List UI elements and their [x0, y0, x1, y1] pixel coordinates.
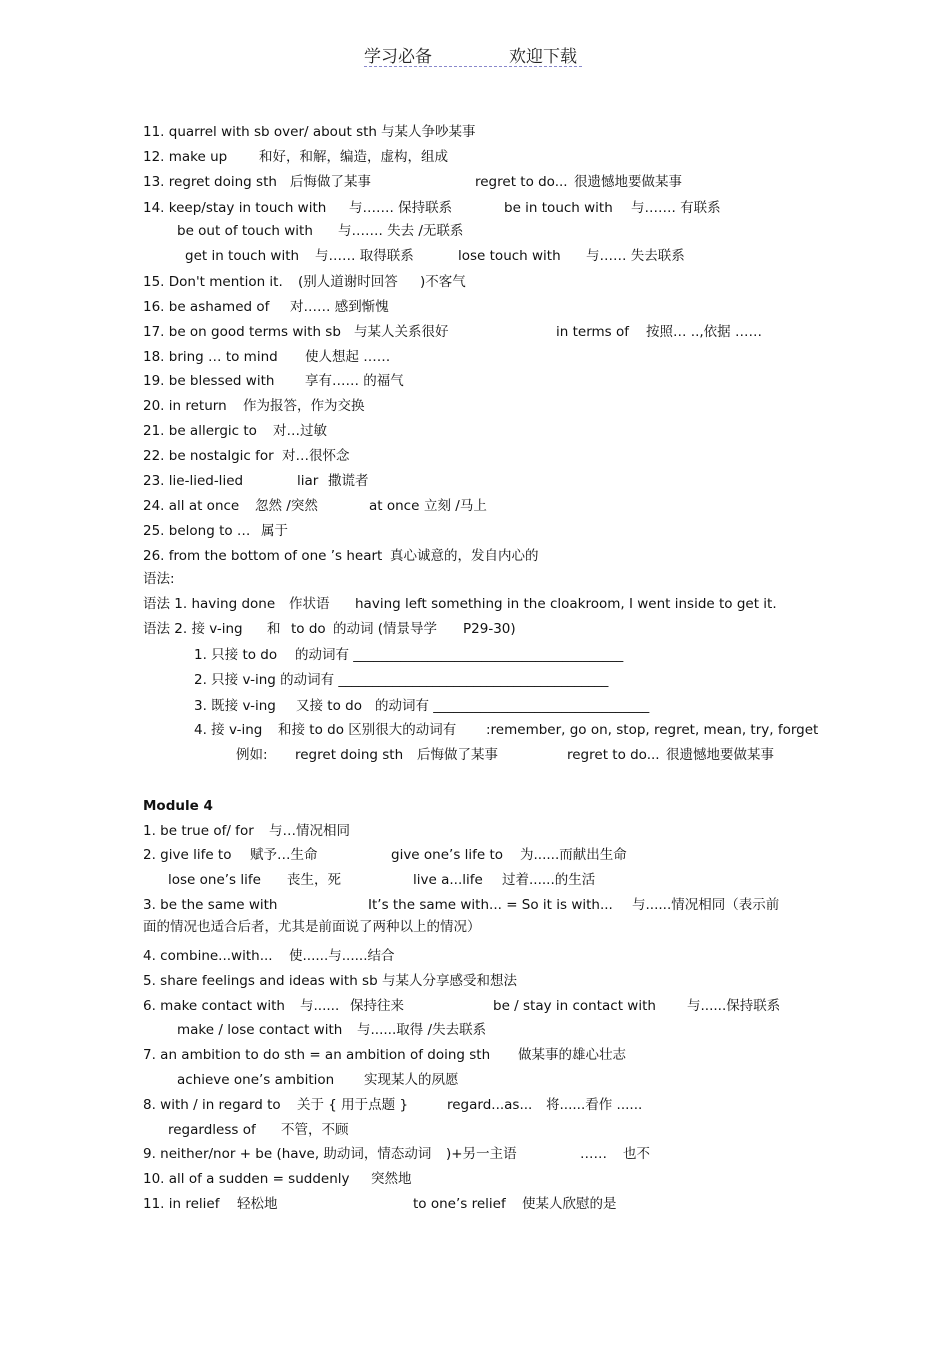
meaning: 做某事的雄心壮志 [518, 1047, 626, 1063]
phrase: get in touch with [185, 248, 300, 264]
phrase: 18. bring … to mind [143, 349, 278, 365]
meaning: 过着......的生活 [502, 872, 596, 888]
phrase: 26. from the bottom of one ’s heart [143, 548, 383, 564]
meaning: 对…… 感到惭愧 [290, 299, 389, 315]
phrase: 语法 1. having done [143, 596, 276, 612]
phrase: 语法 2. 接 v-ing [143, 621, 243, 637]
meaning: 对…过敏 [273, 423, 327, 439]
phrase: 11. in relief [143, 1196, 220, 1212]
phrase: 14. keep/stay in touch with [143, 200, 327, 216]
meaning: )不客气 [420, 274, 466, 290]
phrase: 9. neither/nor + be (have, 助动词，情态动词 [143, 1146, 432, 1162]
meaning: 和接 to do 区别很大的动词有 [278, 722, 457, 738]
phrase: be out of touch with [177, 223, 313, 239]
meaning: 使某人欣慰的是 [522, 1196, 617, 1212]
meaning: 与…… 取得联系 [315, 248, 414, 264]
phrase: to do [291, 621, 326, 637]
phrase: 6. make contact with [143, 998, 285, 1014]
phrase: regret to do... [567, 747, 660, 763]
meaning: 的动词 (情景导学 [333, 621, 438, 637]
meaning: 很遗憾地要做某事 [666, 747, 774, 763]
phrase: 2. give life to [143, 847, 232, 863]
phrase: regret to do... [475, 174, 568, 190]
phrase: in terms of [556, 324, 629, 340]
phrase: )+另一主语 [446, 1146, 517, 1162]
phrase: 10. all of a sudden = suddenly [143, 1171, 350, 1187]
phrase: 3. 既接 v-ing [194, 698, 276, 714]
phrase: be in touch with [504, 200, 613, 216]
meaning: 后悔做了某事 [417, 747, 498, 763]
meaning: 轻松地 [237, 1196, 278, 1212]
meaning: 与…… 失去联系 [586, 248, 685, 264]
meaning: 真心诚意的，发自内心的 [390, 548, 539, 564]
page-header [364, 40, 582, 67]
phrase: 5. share feelings and ideas with sb [143, 973, 378, 989]
meaning: 作为报答，作为交换 [243, 398, 365, 414]
meaning: P29-30) [463, 621, 516, 637]
phrase: achieve one’s ambition [177, 1072, 335, 1088]
phrase: 7. an ambition to do sth = an ambition of doing sth [143, 1047, 491, 1063]
phrase: to one’s relief [413, 1196, 506, 1212]
phrase: regardless of [168, 1122, 256, 1138]
meaning: 与……. 保持联系 [349, 200, 453, 216]
phrase: 11. quarrel with sb over/ about sth [143, 124, 377, 140]
phrase: 和 [267, 621, 281, 637]
meaning: 按照… ..,依据 …… [646, 324, 762, 340]
meaning: 与......保持联系 [687, 998, 781, 1014]
example-label: 例如: [236, 747, 268, 763]
meaning: 丧生，死 [287, 872, 341, 888]
meaning: 作状语 [289, 596, 330, 612]
fill-blank: 2. 只接 v-ing 的动词有 ________________________________________ [194, 672, 609, 688]
meaning: 与…情况相同 [269, 823, 350, 839]
meaning: 不管，不顾 [281, 1122, 349, 1138]
meaning: 将......看作 ...... [546, 1097, 643, 1113]
phrase: make / lose contact with [177, 1022, 343, 1038]
meaning: 关于 { 用于点题 } [297, 1097, 409, 1113]
phrase: give one’s life to [391, 847, 504, 863]
phrase: 3. be the same with [143, 897, 278, 913]
fill-blank: 的动词有 ________________________________________ [295, 647, 624, 663]
phrase: 4. combine...with... [143, 948, 273, 964]
meaning: 和好，和解，编造，虚构，组成 [259, 149, 448, 165]
meaning: 与……. 失去 /无联系 [338, 223, 464, 239]
meaning: 为......而献出生命 [520, 847, 627, 863]
module-title: Module 4 [143, 798, 213, 814]
meaning: 撒谎者 [328, 473, 369, 489]
phrase: 21. be allergic to [143, 423, 257, 439]
phrase: 15. Don't mention it. [143, 274, 283, 290]
meaning-continued: 面的情况也适合后者，尤其是前面说了两种以上的情况） [143, 919, 481, 935]
phrase: 4. 接 v-ing [194, 722, 263, 738]
header-right-text: 欢迎下载 [509, 47, 577, 67]
meaning: 与某人关系很好 [354, 324, 449, 340]
phrase: regret doing sth [295, 747, 404, 763]
verb-list: :remember, go on, stop, regret, mean, try, forget [486, 722, 819, 738]
meaning: 实现某人的夙愿 [364, 1072, 459, 1088]
phrase: 22. be nostalgic for [143, 448, 274, 464]
grammar-label: 语法: [143, 571, 175, 587]
meaning: 属于 [261, 523, 288, 539]
meaning: 享有…… 的福气 [305, 373, 404, 389]
phrase: lose touch with [458, 248, 561, 264]
meaning: 也不 [623, 1146, 650, 1162]
phrase: 19. be blessed with [143, 373, 275, 389]
phrase: liar [297, 473, 319, 489]
phrase: 1. be true of/ for [143, 823, 254, 839]
meaning: 与......情况相同（表示前 [632, 897, 780, 913]
meaning: 赋予…生命 [250, 847, 318, 863]
phrase: 1. 只接 to do [194, 647, 278, 663]
meaning: (别人道谢时回答 [298, 274, 398, 290]
meaning: 对…很怀念 [282, 448, 350, 464]
phrase: It’s the same with... = So it is with... [368, 897, 613, 913]
meaning: 立刻 /马上 [424, 498, 487, 514]
phrase: 8. with / in regard to [143, 1097, 281, 1113]
meaning: 保持往来 [350, 998, 404, 1014]
phrase: 12. make up [143, 149, 228, 165]
meaning: 与……. 有联系 [631, 200, 721, 216]
phrase: 20. in return [143, 398, 227, 414]
meaning: 忽然 /突然 [255, 498, 318, 514]
fill-blank: 的动词有 ________________________________ [375, 698, 650, 714]
meaning: 与......取得 /失去联系 [357, 1022, 487, 1038]
meaning: 与某人分享感受和想法 [382, 973, 517, 989]
meaning: 与...... [300, 998, 340, 1014]
meaning: 突然地 [371, 1171, 412, 1187]
example: having left something in the cloakroom, I went inside to get it. [355, 596, 777, 612]
phrase: 17. be on good terms with sb [143, 324, 341, 340]
header-left-text: 学习必备 [364, 47, 432, 67]
meaning: 使......与......结合 [289, 948, 395, 964]
phrase: 25. belong to … [143, 523, 251, 539]
meaning: …… [580, 1146, 607, 1162]
phrase: 16. be ashamed of [143, 299, 270, 315]
meaning: 与某人争吵某事 [381, 124, 476, 140]
meaning: 后悔做了某事 [290, 174, 371, 190]
phrase: 24. all at once [143, 498, 240, 514]
phrase: lose one’s life [168, 872, 261, 888]
phrase: regard...as... [447, 1097, 533, 1113]
phrase: at once [369, 498, 420, 514]
phrase: live a...life [413, 872, 483, 888]
phrase: be / stay in contact with [493, 998, 656, 1014]
phrase: 13. regret doing sth [143, 174, 277, 190]
phrase: 又接 to do [296, 698, 362, 714]
meaning: 很遗憾地要做某事 [574, 174, 682, 190]
phrase: 23. lie-lied-lied [143, 473, 244, 489]
meaning: 使人想起 …… [305, 349, 391, 365]
